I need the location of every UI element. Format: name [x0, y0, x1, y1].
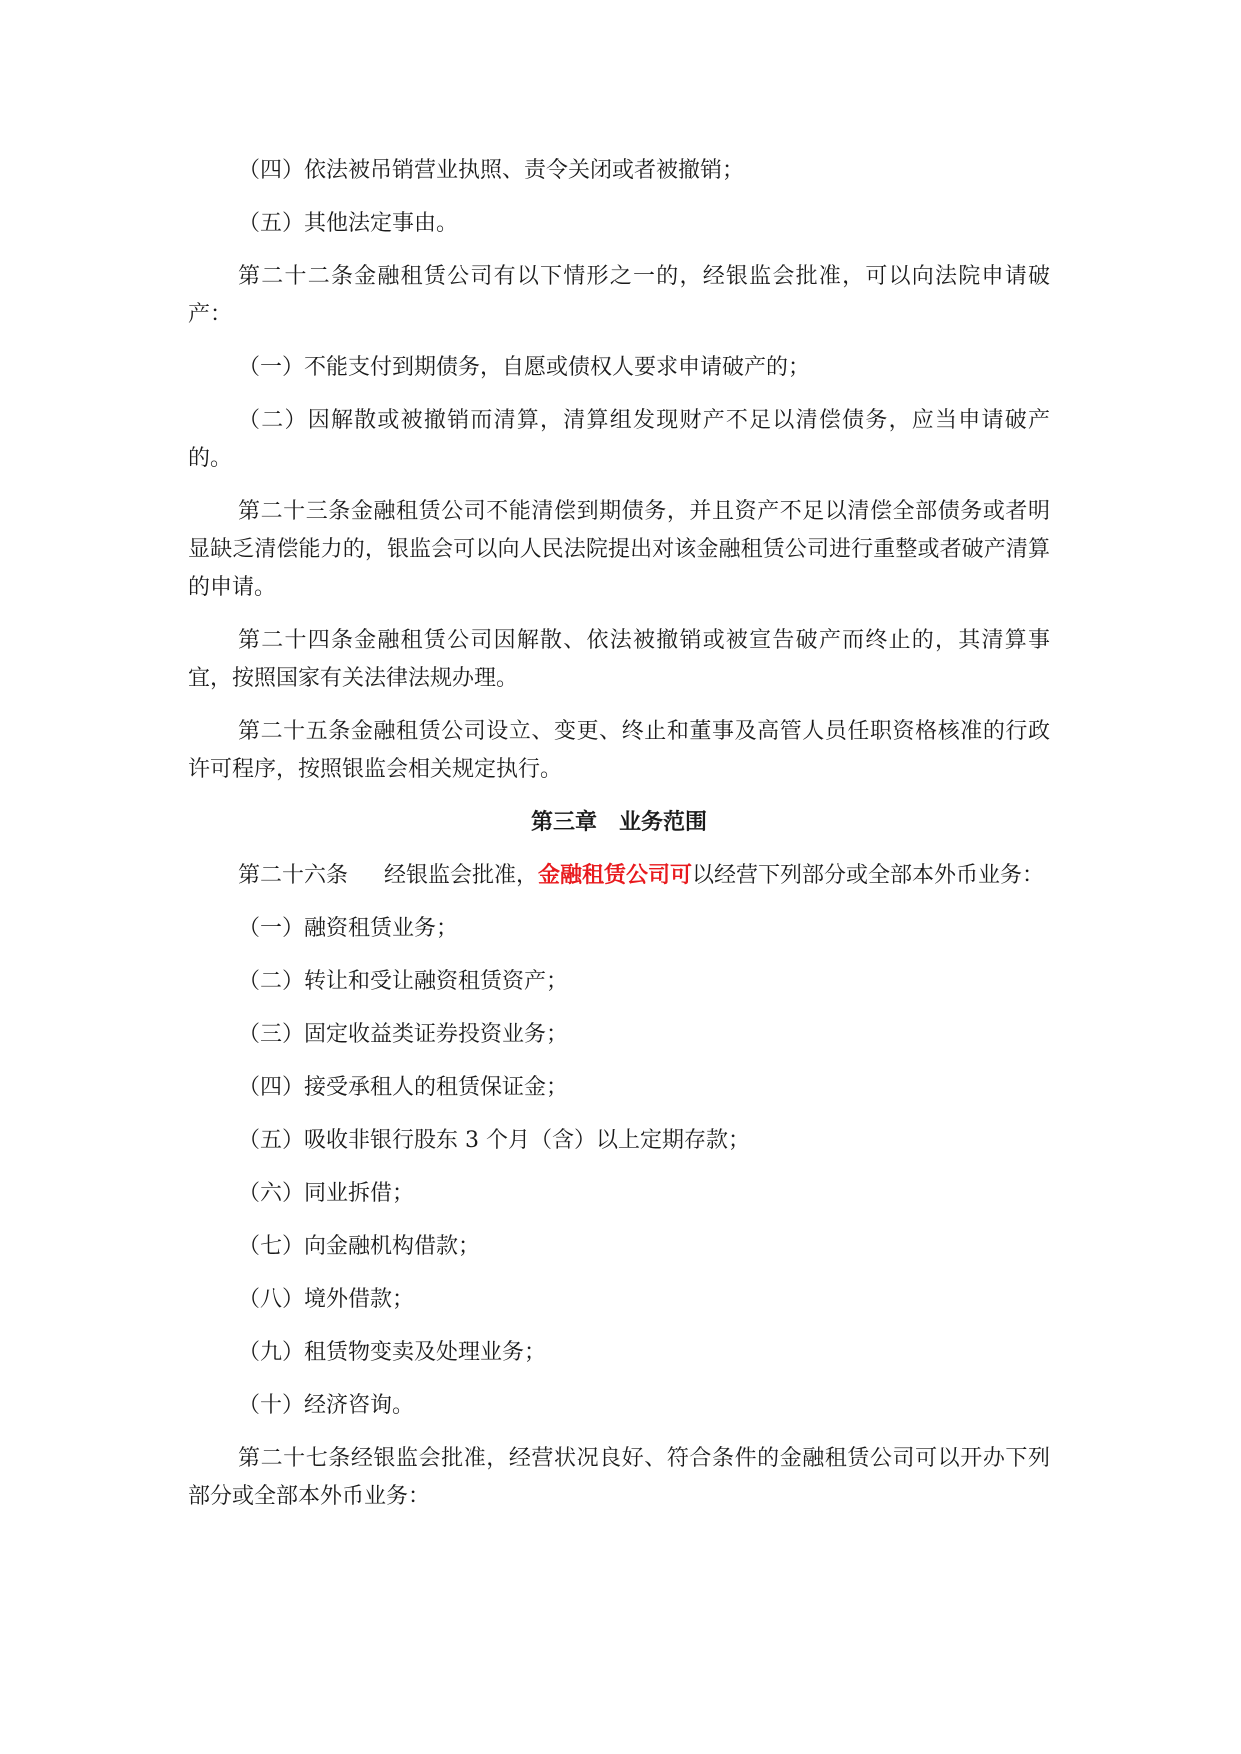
article-23: 第二十三条金融租赁公司不能清偿到期债务，并且资产不足以清偿全部债务或者明显缺乏清偿能力的，银监会可以向人民法院提出对该金融租赁公司进行重整或者破产清算的申请。 [188, 499, 1050, 600]
list-item: （八）境外借款； [238, 1287, 415, 1312]
list-item: （二）因解散或被撤销而清算，清算组发现财产不足以清偿债务，应当申请破产的。 [188, 408, 1050, 471]
list-item: （四）依法被吊销营业执照、责令关闭或者被撤销； [238, 158, 745, 183]
list-item: （一）融资租赁业务； [238, 916, 459, 941]
list-item: （五）其他法定事由。 [238, 211, 459, 236]
list-item: （六）同业拆借； [238, 1181, 415, 1206]
list-item: （二）转让和受让融资租赁资产； [238, 969, 569, 994]
list-item: （一）不能支付到期债务，自愿或债权人要求申请破产的； [238, 355, 811, 380]
article-26-text: 经银监会批准， [384, 863, 539, 888]
article-26 [188, 857, 1050, 895]
article-27: 第二十七条经银监会批准，经营状况良好、符合条件的金融租赁公司可以开办下列部分或全部本外币业务： [188, 1446, 1050, 1509]
list-item: （五）吸收非银行股东 3 个月（含）以上定期存款； [238, 1128, 750, 1153]
chapter-heading: 第三章 业务范围 [530, 810, 707, 835]
article-24: 第二十四条金融租赁公司因解散、依法被撤销或被宣告破产而终止的，其清算事宜，按照国家有关法律法规办理。 [188, 628, 1050, 691]
list-item: （四）接受承租人的租赁保证金； [238, 1075, 569, 1100]
highlighted-text: 金融租赁公司可 [538, 863, 693, 888]
document-body [188, 152, 1050, 1531]
article-26-text-rest: 以经营下列部分或全部本外币业务： [692, 863, 1045, 888]
article-25: 第二十五条金融租赁公司设立、变更、终止和董事及高管人员任职资格核准的行政许可程序，按照银监会相关规定执行。 [188, 719, 1050, 782]
list-item: （三）固定收益类证券投资业务； [238, 1022, 569, 1047]
article-22: 第二十二条金融租赁公司有以下情形之一的，经银监会批准，可以向法院申请破产： [188, 264, 1050, 327]
list-item: （九）租赁物变卖及处理业务； [238, 1340, 547, 1365]
article-26-number: 第二十六条 [238, 863, 349, 888]
list-item: （十）经济咨询。 [238, 1393, 415, 1418]
list-item: （七）向金融机构借款； [238, 1234, 481, 1259]
